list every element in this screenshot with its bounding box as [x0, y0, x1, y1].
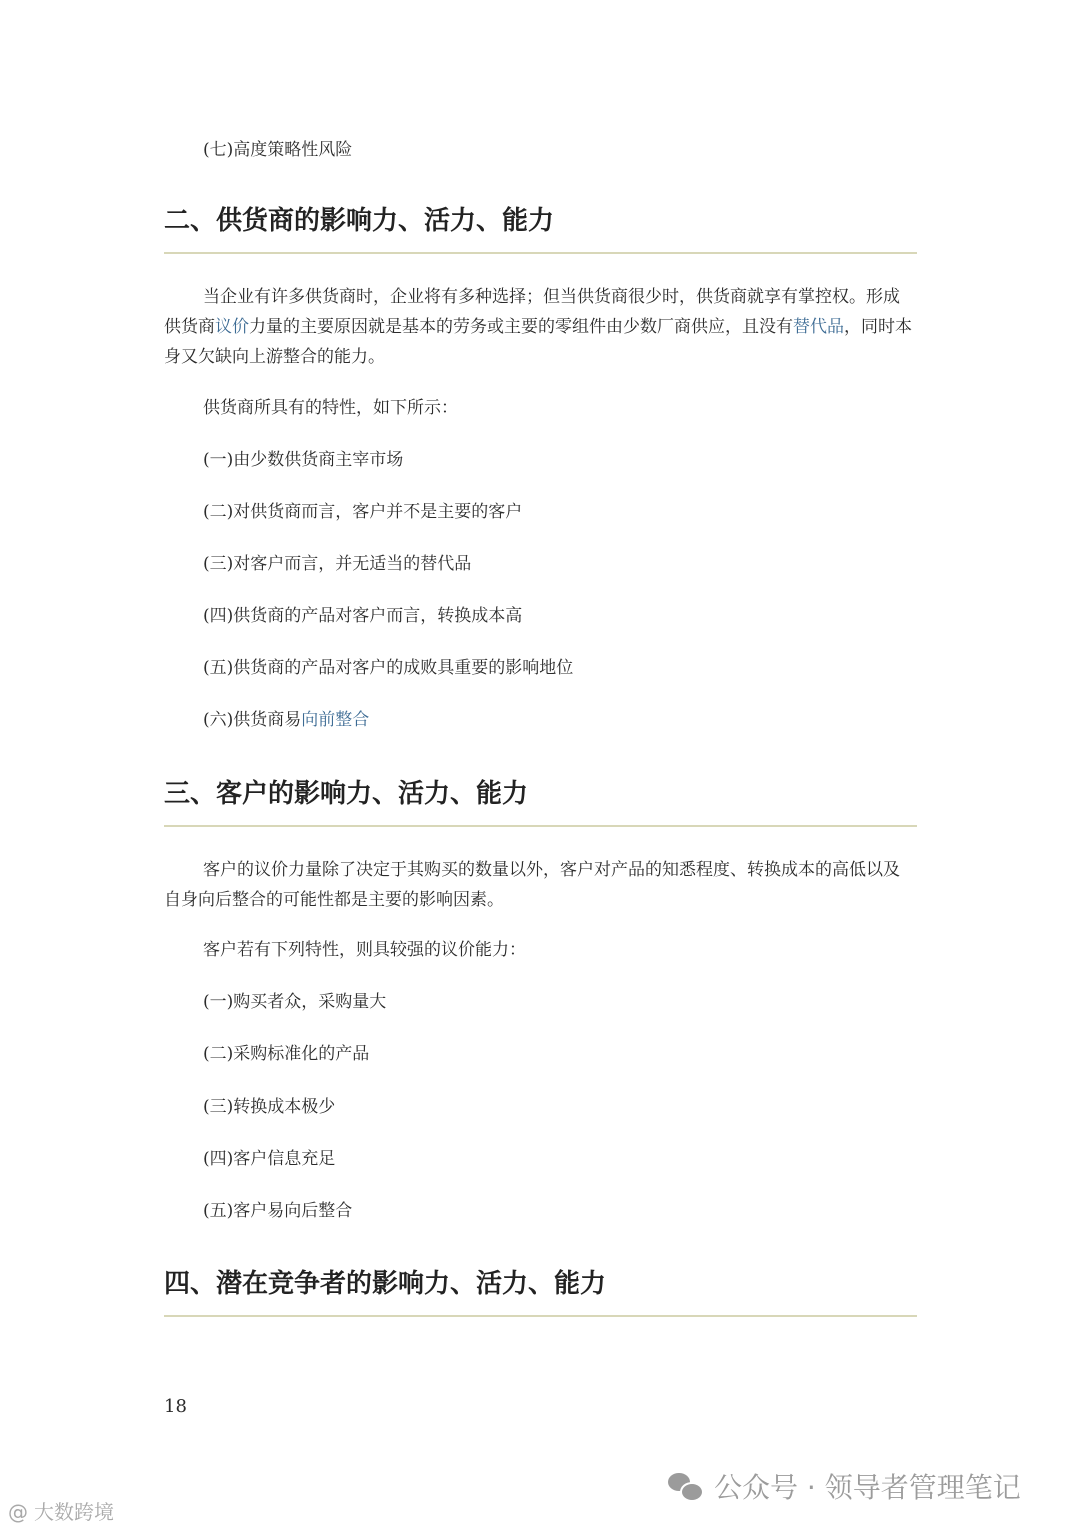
- list-item: (四)供货商的产品对客户而言，转换成本高: [203, 606, 523, 626]
- heading-divider: [164, 1315, 917, 1317]
- customers-intro: 客户若有下列特性，则具较强的议价能力：: [203, 940, 526, 960]
- paragraph-text: 力量的主要原因就是基本的劳务或主要的零组件由少数厂商供应，且没有: [249, 317, 793, 337]
- list-item-text: (六)供货商易: [203, 710, 302, 730]
- list-item: (四)客户信息充足: [203, 1149, 336, 1169]
- list-item-risk-7: (七)高度策略性风险: [203, 140, 353, 160]
- link-forward-integration[interactable]: 向前整合: [301, 710, 370, 730]
- list-item: [203, 709, 369, 731]
- list-item: (二)采购标准化的产品: [203, 1044, 370, 1064]
- customers-paragraph: 客户的议价力量除了决定于其购买的数量以外，客户对产品的知悉程度、转换成本的高低以及自身向后整合的可能性都是主要的影响因素。: [164, 860, 900, 910]
- list-item: (二)对供货商而言，客户并不是主要的客户: [203, 502, 523, 522]
- list-item: (一)购买者众，采购量大: [203, 992, 387, 1012]
- paragraph-text: 当企业有许多供货商时，企业将有多种选择；但当供货商很少时，供货商就享有掌控权。形成供货商: [164, 287, 900, 337]
- watermark-left: [8, 1496, 114, 1525]
- page-number: 18: [164, 1396, 187, 1417]
- watermark-text: 大数跨境: [34, 1500, 114, 1524]
- section-heading-customers: 三、客户的影响力、活力、能力: [164, 779, 529, 809]
- paragraph-text: ，同时本身又欠缺向上游整合的能力。: [164, 317, 912, 367]
- heading-divider: [164, 252, 917, 254]
- section-heading-suppliers: 二、供货商的影响力、活力、能力: [164, 206, 555, 236]
- link-substitutes[interactable]: 替代品: [793, 317, 844, 337]
- list-item: (五)供货商的产品对客户的成败具重要的影响地位: [203, 658, 574, 678]
- watermark-text: 公众号 · 领导者管理笔记: [714, 1471, 1021, 1504]
- list-item: (三)转换成本极少: [203, 1097, 336, 1117]
- logo-icon: @: [8, 1500, 28, 1524]
- suppliers-intro: 供货商所具有的特性，如下所示：: [203, 398, 458, 418]
- list-item: (一)由少数供货商主宰市场: [203, 450, 404, 470]
- suppliers-paragraph: [164, 282, 916, 372]
- list-item: (五)客户易向后整合: [203, 1201, 353, 1221]
- heading-divider: [164, 825, 917, 827]
- link-bargaining[interactable]: 议价: [215, 317, 249, 337]
- wechat-icon: [668, 1471, 702, 1501]
- watermark-right: [668, 1466, 1021, 1506]
- section-heading-competitors: 四、潜在竞争者的影响力、活力、能力: [164, 1269, 607, 1299]
- list-item: (三)对客户而言，并无适当的替代品: [203, 554, 472, 574]
